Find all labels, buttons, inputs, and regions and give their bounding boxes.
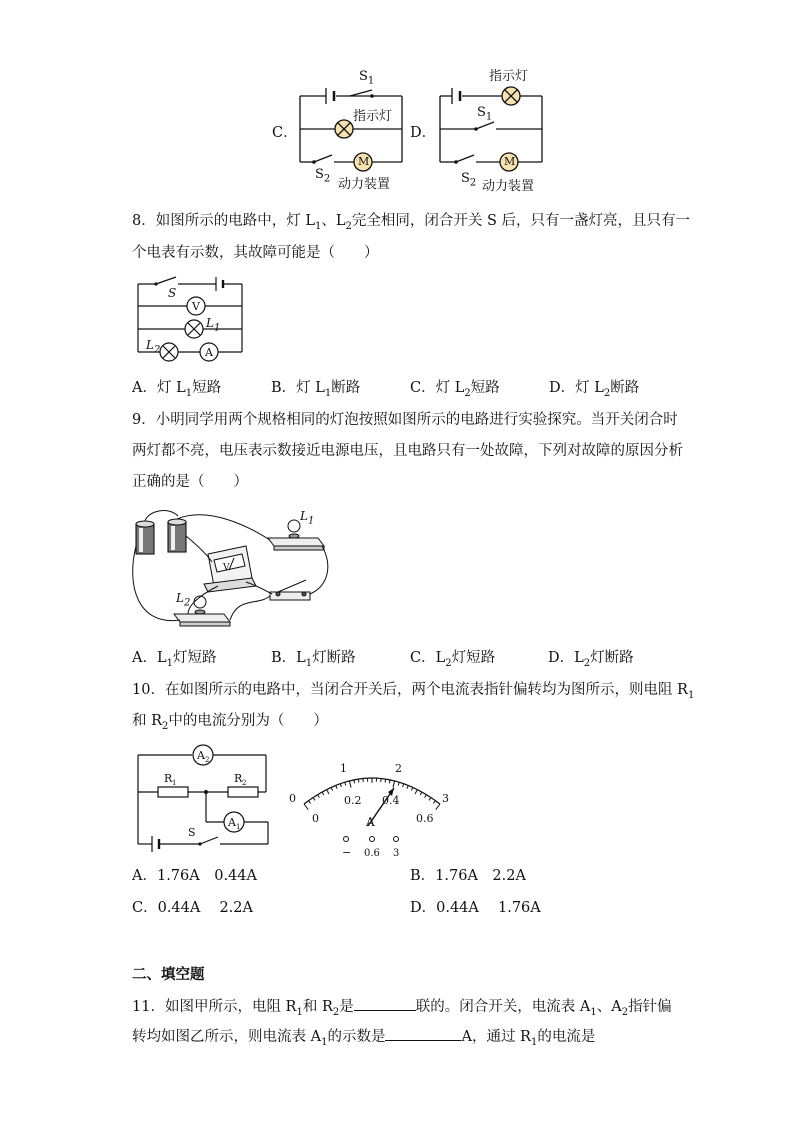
q10-text-line2: 和 $R_2$中的电流分别为（ ） bbox=[132, 713, 328, 732]
q9-option-c[interactable]: C．$L_2$灯短路 bbox=[410, 650, 496, 669]
q10-circuit bbox=[130, 740, 275, 852]
dial-tick bbox=[345, 782, 346, 785]
dial-outer-0: 0 bbox=[289, 792, 296, 805]
dial-tick bbox=[429, 798, 431, 801]
terminal-3: 3 bbox=[393, 848, 400, 859]
q11-blank-2[interactable] bbox=[385, 1028, 461, 1041]
q9-voltmeter-v: V bbox=[223, 563, 230, 573]
dial-tick bbox=[403, 784, 404, 787]
q10-a1-sub: 1 bbox=[236, 823, 241, 831]
dial-tick bbox=[309, 801, 311, 804]
q10-r2-label: R bbox=[234, 772, 243, 785]
q10-switch-label: S bbox=[188, 826, 196, 839]
q7c-power-device-label: 动力装置 bbox=[338, 177, 391, 192]
dial-tick bbox=[411, 787, 412, 790]
q8-switch-label: S bbox=[168, 286, 177, 300]
q10-r1-sub: 1 bbox=[172, 779, 177, 787]
q10-text-line1: 10．在如图所示的电路中，当闭合开关后，两个电流表指针偏转均为图所示，则电阻 $R_1$ bbox=[132, 682, 695, 701]
dial-tick bbox=[354, 780, 355, 783]
q10-r2-sub: 2 bbox=[242, 779, 247, 787]
section-title: 二、填空题 bbox=[132, 967, 205, 983]
terminal-0-6: 0.6 bbox=[364, 848, 380, 859]
q9-option-b[interactable]: B．$L_1$灯断路 bbox=[271, 650, 356, 669]
dial-tick bbox=[336, 785, 337, 788]
dial-tick bbox=[415, 790, 417, 794]
q10-a2-sub: 2 bbox=[205, 756, 210, 764]
dial-tick bbox=[433, 801, 435, 804]
option-c-label: C． bbox=[272, 125, 298, 141]
dial-tick bbox=[313, 798, 315, 801]
dial-inner-3: 0.6 bbox=[416, 812, 434, 825]
dial-tick bbox=[327, 790, 329, 794]
dial-tick bbox=[349, 781, 351, 788]
dial-tick bbox=[389, 780, 390, 783]
dial-outer-2: 2 bbox=[395, 762, 402, 775]
q11-text-line1: 11．如图甲所示，电阻 $R_1$和 $R_2$是 联的。闭合开关，电流表 $A_1$、$A_2$指针偏 bbox=[132, 999, 672, 1018]
q9-l2-label: $L_2$ bbox=[176, 591, 191, 609]
q10-option-d[interactable]: D．0.44A 1.76A bbox=[410, 900, 541, 916]
q10-option-c[interactable]: C．0.44A 2.2A bbox=[132, 900, 253, 916]
terminal-minus: − bbox=[342, 846, 352, 859]
dial-tick bbox=[358, 779, 359, 782]
q7-circuit-c bbox=[290, 66, 410, 194]
q10-ammeter-dial bbox=[284, 756, 460, 860]
option-d-label: D． bbox=[410, 125, 437, 141]
q7c-indicator-label: 指示灯 bbox=[353, 109, 393, 124]
q9-l1-label: $L_1$ bbox=[300, 509, 315, 527]
q10-option-a[interactable]: A．1.76A 0.44A bbox=[132, 868, 257, 884]
dial-tick bbox=[420, 792, 422, 795]
q7d-indicator-label: 指示灯 bbox=[489, 69, 529, 84]
q10-option-b[interactable]: B．1.76A 2.2A bbox=[410, 868, 526, 884]
dial-inner-0: 0 bbox=[312, 812, 319, 825]
q8-option-a[interactable]: A．灯 $L_1$短路 bbox=[132, 380, 222, 399]
q7d-s2-label: $S_2$ bbox=[461, 171, 477, 189]
q9-text-line1: 9．小明同学用两个规格相同的灯泡按照如图所示的电路进行实验探究。当开关闭合时 bbox=[132, 412, 678, 428]
q7d-motor-label: M bbox=[504, 155, 516, 168]
q7c-motor-label: M bbox=[358, 155, 370, 168]
dial-tick bbox=[436, 804, 440, 810]
q8-text-line1: 8．如图所示的电路中，灯 $L_1$、$L_2$完全相同，闭合开关 S 后，只有一盏灯亮，且只有一 bbox=[132, 213, 691, 232]
q8-voltmeter-v: V bbox=[192, 300, 200, 313]
dial-inner-1: 0.2 bbox=[344, 794, 362, 807]
q9-option-d[interactable]: D．$L_2$灯断路 bbox=[548, 650, 634, 669]
q7c-s1-label: $S_1$ bbox=[359, 69, 375, 87]
q7-circuit-d bbox=[430, 66, 550, 194]
q8-l1-label: $L_1$ bbox=[206, 316, 221, 334]
q11-text-line2: 转均如图乙所示，则电流表 $A_1$的示数是 A，通过 $R_1$的电流是 bbox=[132, 1029, 596, 1048]
q10-r1-label: R bbox=[164, 772, 173, 785]
dial-tick bbox=[393, 781, 395, 788]
q7d-power-device-label: 动力装置 bbox=[482, 179, 535, 194]
q10-a1-label: A bbox=[228, 816, 236, 829]
q10-a2-label: A bbox=[197, 749, 205, 762]
dial-tick bbox=[318, 795, 320, 798]
q8-option-b[interactable]: B．灯 $L_1$断路 bbox=[271, 380, 361, 399]
q8-option-d[interactable]: D．灯 $L_2$断路 bbox=[549, 380, 640, 399]
q7d-s1-label: $S_1$ bbox=[477, 105, 493, 123]
q8-text-line2: 个电表有示数，其故障可能是（ ） bbox=[132, 245, 379, 261]
dial-unit: A bbox=[366, 815, 375, 829]
q11-blank-1[interactable] bbox=[354, 998, 416, 1011]
dial-tick bbox=[398, 782, 399, 785]
q9-text-line3: 正确的是（ ） bbox=[132, 474, 248, 490]
q8-ammeter-a: A bbox=[205, 346, 213, 359]
dial-inner-2: 0.4 bbox=[382, 794, 400, 807]
dial-tick bbox=[322, 792, 324, 795]
q9-option-a[interactable]: A．$L_1$灯短路 bbox=[132, 650, 217, 669]
dial-tick bbox=[425, 795, 427, 798]
dial-tick bbox=[304, 804, 308, 810]
q8-l2-label: $L_2$ bbox=[146, 338, 161, 356]
q9-text-line2: 两灯都不亮，电压表示数接近电源电压，且电路只有一处故障，下列对故障的原因分析 bbox=[132, 443, 683, 459]
dial-tick bbox=[407, 785, 408, 788]
dial-tick bbox=[340, 784, 341, 787]
q7c-s2-label: $S_2$ bbox=[315, 167, 331, 185]
dial-tick bbox=[331, 787, 332, 790]
dial-tick bbox=[385, 779, 386, 782]
q8-option-c[interactable]: C．灯 $L_2$短路 bbox=[410, 380, 500, 399]
dial-outer-1: 1 bbox=[340, 762, 347, 775]
dial-outer-3: 3 bbox=[442, 792, 449, 805]
